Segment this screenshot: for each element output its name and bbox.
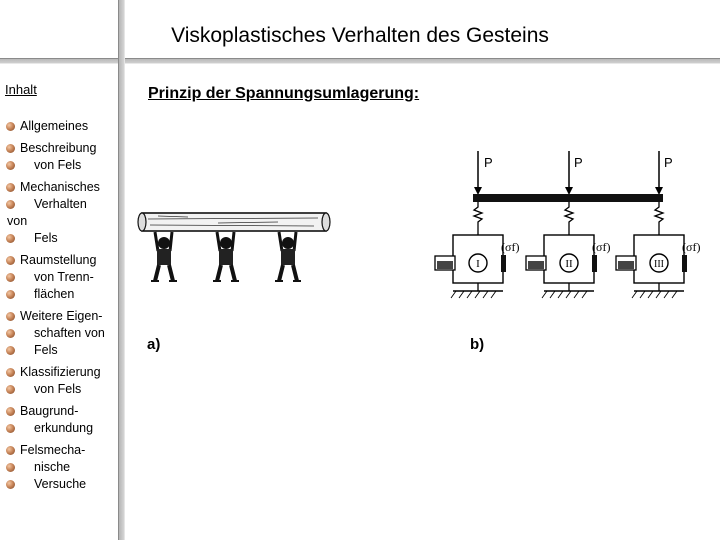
- label-a: a): [147, 336, 161, 353]
- sidebar-item-label: erkundung: [34, 421, 94, 435]
- sidebar-item-label: Allgemeines: [20, 119, 89, 133]
- element-numeral-1: I: [476, 258, 480, 270]
- slide-title: Viskoplastisches Verhalten des Gesteins: [171, 24, 549, 47]
- sigma-label: (σf): [682, 240, 701, 254]
- sidebar-nav: [0, 118, 118, 498]
- sidebar-item-label: Weitere Eigen-: [20, 309, 103, 323]
- load-label-p3: P: [664, 155, 673, 170]
- inhalt-link[interactable]: Inhalt: [5, 82, 37, 97]
- sidebar-item-label: nische: [34, 460, 71, 474]
- sidebar-item-label: Raumstellung: [20, 253, 97, 267]
- sidebar-item-klassifizierung[interactable]: [0, 364, 118, 398]
- title-bar: [0, 0, 720, 56]
- sidebar-item-raumstellung[interactable]: [0, 252, 118, 303]
- sidebar-item-label: Fels: [34, 343, 58, 357]
- sidebar-item-beschreibung[interactable]: [0, 140, 118, 174]
- element-numeral-3: III: [654, 259, 664, 270]
- sigma-label: (σf): [592, 240, 611, 254]
- label-b: b): [470, 336, 485, 353]
- sidebar-item-label: Baugrund-: [20, 404, 79, 418]
- vertical-divider: [118, 0, 125, 540]
- sidebar-item-allgemeines[interactable]: [0, 118, 118, 135]
- sidebar: [0, 62, 118, 540]
- sidebar-item-label: von: [7, 214, 28, 228]
- sidebar-item-label: Verhalten: [34, 197, 87, 211]
- sidebar-item-label: Felsmecha-: [20, 443, 86, 457]
- sidebar-item-label: von Fels: [34, 158, 82, 172]
- section-heading: Prinzip der Spannungsumlagerung:: [148, 85, 420, 102]
- sidebar-item-label: schaften von: [34, 326, 105, 340]
- element-numeral-2: II: [565, 258, 573, 270]
- sidebar-item-mechanisches-verhalten[interactable]: [0, 179, 118, 247]
- sidebar-item-label: von Trenn-: [34, 270, 94, 284]
- sidebar-item-weitere-eigenschaften[interactable]: [0, 308, 118, 359]
- stress-redistribution-figure: [128, 143, 703, 318]
- sidebar-item-label: Fels: [34, 231, 58, 245]
- sidebar-item-label: flächen: [34, 287, 75, 301]
- sidebar-item-label: Versuche: [34, 477, 87, 491]
- load-label-p1: P: [484, 155, 493, 170]
- sidebar-item-label: Klassifizierung: [20, 365, 101, 379]
- load-label-p2: P: [574, 155, 583, 170]
- sidebar-item-label: Mechanisches: [20, 180, 100, 194]
- sidebar-item-baugrunderkundung[interactable]: [0, 403, 118, 437]
- sidebar-item-felsmechanische-versuche[interactable]: [0, 442, 118, 493]
- sidebar-item-label: Beschreibung: [20, 141, 97, 155]
- sigma-label: (σf): [501, 240, 520, 254]
- sidebar-item-label: von Fels: [34, 382, 82, 396]
